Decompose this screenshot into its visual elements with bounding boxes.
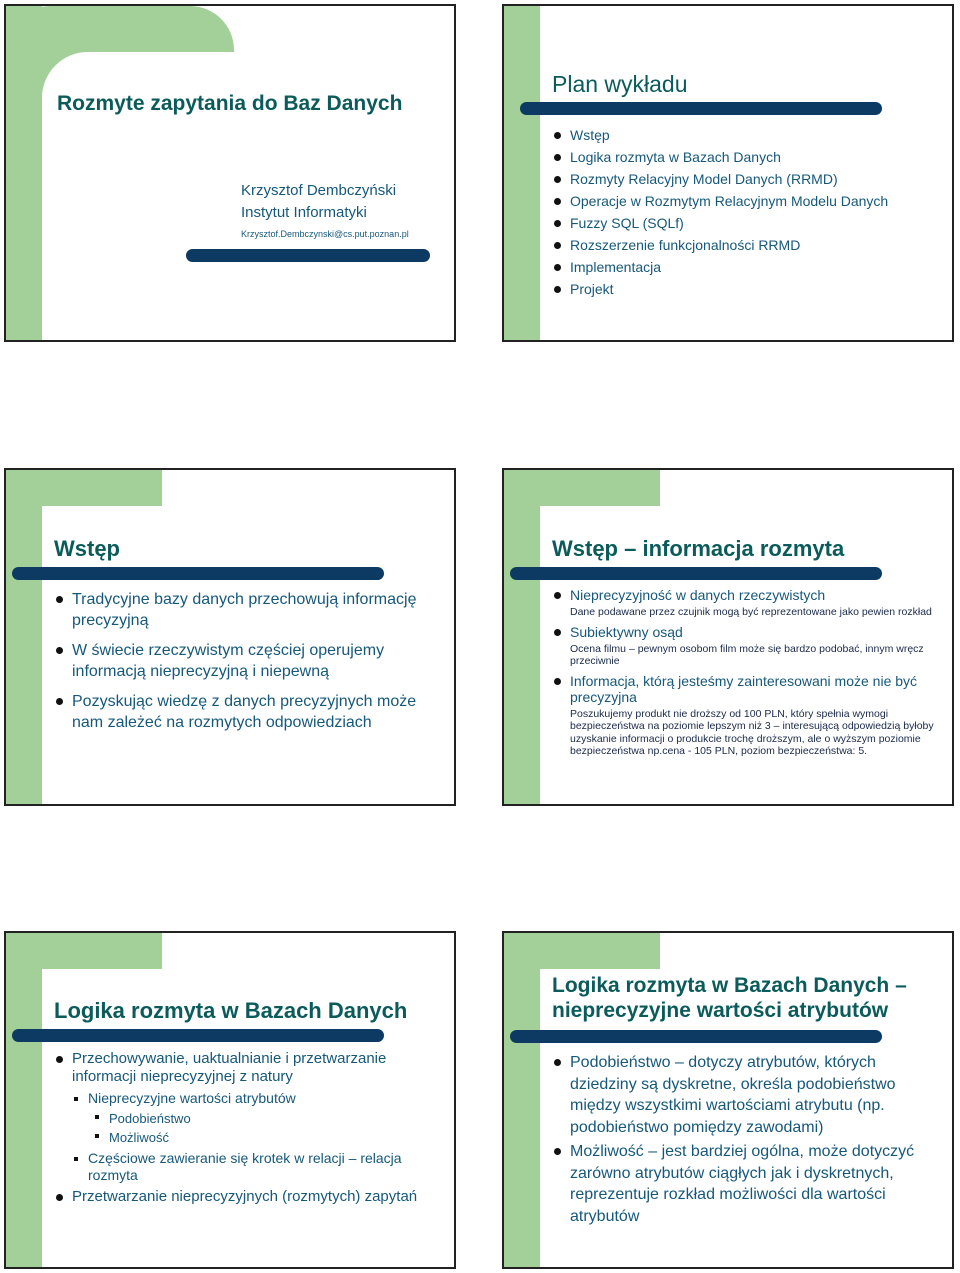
bullet-item <box>552 673 944 758</box>
bullet-subtext: Poszukujemy produkt nie droższy od 100 PLN, który spełnia wymogi bezpieczeństwa na poziomie lepszym niż 3 – interesującą odpowiedzią byłoby uzyskanie informacji o produkcie trochę droższym, ale o wyższym poziomie bezpieczeństwa np.cena - 105 PLN, poziom bezpieczeństwa: 5. <box>570 707 934 757</box>
bullet-text: Tradycyjne bazy danych przechowują informację precyzyjną <box>72 591 417 629</box>
slide4-decoration-left <box>504 470 540 804</box>
outline-item: Rozszerzenie funkcjonalności RRMD <box>552 234 888 256</box>
slide1-title-bar <box>186 249 430 262</box>
slide5-decoration-left <box>6 933 42 1267</box>
slide5-decoration-top <box>6 933 162 969</box>
sub-bullet-item <box>70 1150 434 1184</box>
slide5-title: Logika rozmyta w Bazach Danych <box>54 998 408 1023</box>
slide3-decoration-left <box>6 470 42 804</box>
bullet-item <box>54 640 424 682</box>
slide-wstep <box>4 468 456 806</box>
outline-item: Implementacja <box>552 256 888 278</box>
sub-sub-bullets <box>91 1109 434 1147</box>
bullet-text: Pozyskując wiedzę z danych precyzyjnych może nam zależeć na rozmytych odpowiedziach <box>72 693 417 731</box>
outline-item: Rozmyty Relacyjny Model Danych (RRMD) <box>552 168 888 190</box>
slide1-title: Rozmyte zapytania do Baz Danych <box>57 92 403 115</box>
slide-plan <box>502 4 954 342</box>
bullet-item <box>552 624 944 668</box>
sub-bullet-item <box>70 1090 434 1147</box>
bullet-text: Informacja, którą jesteśmy zainteresowani może nie być precyzyjna <box>570 672 918 705</box>
bullet-text: Możliwość – jest bardziej ogólna, może dotyczyć zarówno atrybutów ciągłych jak i dyskretnych, reprezentuje rozkład możliwości dla wartości atrybutów <box>570 1143 915 1225</box>
bullet-subtext: Dane podawane przez czujnik mogą być reprezentowane jako pewien rozkład <box>570 606 932 618</box>
sub-bullet-text: Nieprecyzyjne wartości atrybutów <box>88 1090 296 1106</box>
slide2-outline <box>552 124 888 300</box>
bullet-text: Przechowywanie, uaktualnianie i przetwarzanie informacji nieprecyzyjnej z natury <box>72 1050 387 1085</box>
slide4-bullets <box>552 587 944 758</box>
slide5-bullets <box>54 1050 434 1206</box>
slide-informacja-rozmyta <box>502 468 954 806</box>
sub-sub-bullet-item: Możliwość <box>91 1128 434 1147</box>
bullet-subtext: Ocena filmu – pewnym osobom film może się bardzo podobać, innym wręcz przeciwnie <box>570 642 924 667</box>
outline-item: Wstęp <box>552 124 888 146</box>
slide6-title-bar <box>510 1030 882 1043</box>
slide1-author: Krzysztof Dembczyński <box>241 182 397 199</box>
slide4-title-bar <box>510 567 882 580</box>
slide3-title-bar <box>12 567 384 580</box>
sub-bullet-text: Częściowe zawieranie się krotek w relacji – relacja rozmyta <box>88 1150 402 1183</box>
bullet-item <box>54 589 424 631</box>
slide2-title-bar <box>520 102 882 115</box>
slide1-decoration <box>6 6 454 340</box>
bullet-text: Podobieństwo – dotyczy atrybutów, których dziedziny są dyskretne, określa podobieństwo między wszystkimi wartościami atrybutu (np. podobieństwo pomiędzy zawodami) <box>570 1054 896 1136</box>
slide1-institute: Instytut Informatyki <box>241 204 367 221</box>
bullet-text: Nieprecyzyjność w danych rzeczywistych <box>570 587 826 603</box>
bullet-text: Subiektywny osąd <box>570 623 683 640</box>
bullet-item <box>54 1050 434 1184</box>
slide6-title: Logika rozmyta w Bazach Danych – nieprecyzyjne wartości atrybutów <box>552 974 907 1022</box>
slide2-decoration-left <box>504 6 540 340</box>
bullet-text: W świecie rzeczywistym częściej operujemy informacją nieprecyzyjną i niepewną <box>72 642 385 680</box>
slide4-decoration-top <box>504 470 660 506</box>
bullet-item <box>552 1052 938 1138</box>
bullet-item <box>54 1188 434 1206</box>
bullet-item <box>552 1141 938 1227</box>
slide6-decoration-left <box>504 933 540 1267</box>
outline-item: Projekt <box>552 278 888 300</box>
sub-sub-bullet-item: Podobieństwo <box>91 1109 434 1128</box>
slide6-decoration-top <box>504 933 660 969</box>
bullet-item <box>552 587 944 619</box>
slide5-title-bar <box>12 1029 384 1042</box>
outline-item: Fuzzy SQL (SQLf) <box>552 212 888 234</box>
slide-nieprecyzyjne-wartosci <box>502 931 954 1269</box>
outline-item: Operacje w Rozmytym Relacyjnym Modelu Danych <box>552 190 888 212</box>
slide-logika-rozmyta <box>4 931 456 1269</box>
slide2-title: Plan wykładu <box>552 71 688 97</box>
slide1-email: Krzysztof.Dembczynski@cs.put.poznan.pl <box>241 229 409 239</box>
sub-bullets <box>70 1090 434 1184</box>
outline-item: Logika rozmyta w Bazach Danych <box>552 146 888 168</box>
slide6-bullets <box>552 1052 938 1227</box>
slide-title <box>4 4 456 342</box>
bullet-text: Przetwarzanie nieprecyzyjnych (rozmytych) zapytań <box>72 1188 418 1205</box>
slide3-bullets <box>54 589 424 733</box>
slide4-title: Wstęp – informacja rozmyta <box>552 536 845 561</box>
slide3-decoration-top <box>6 470 162 506</box>
bullet-item <box>54 691 424 733</box>
slide3-title: Wstęp <box>54 536 120 561</box>
